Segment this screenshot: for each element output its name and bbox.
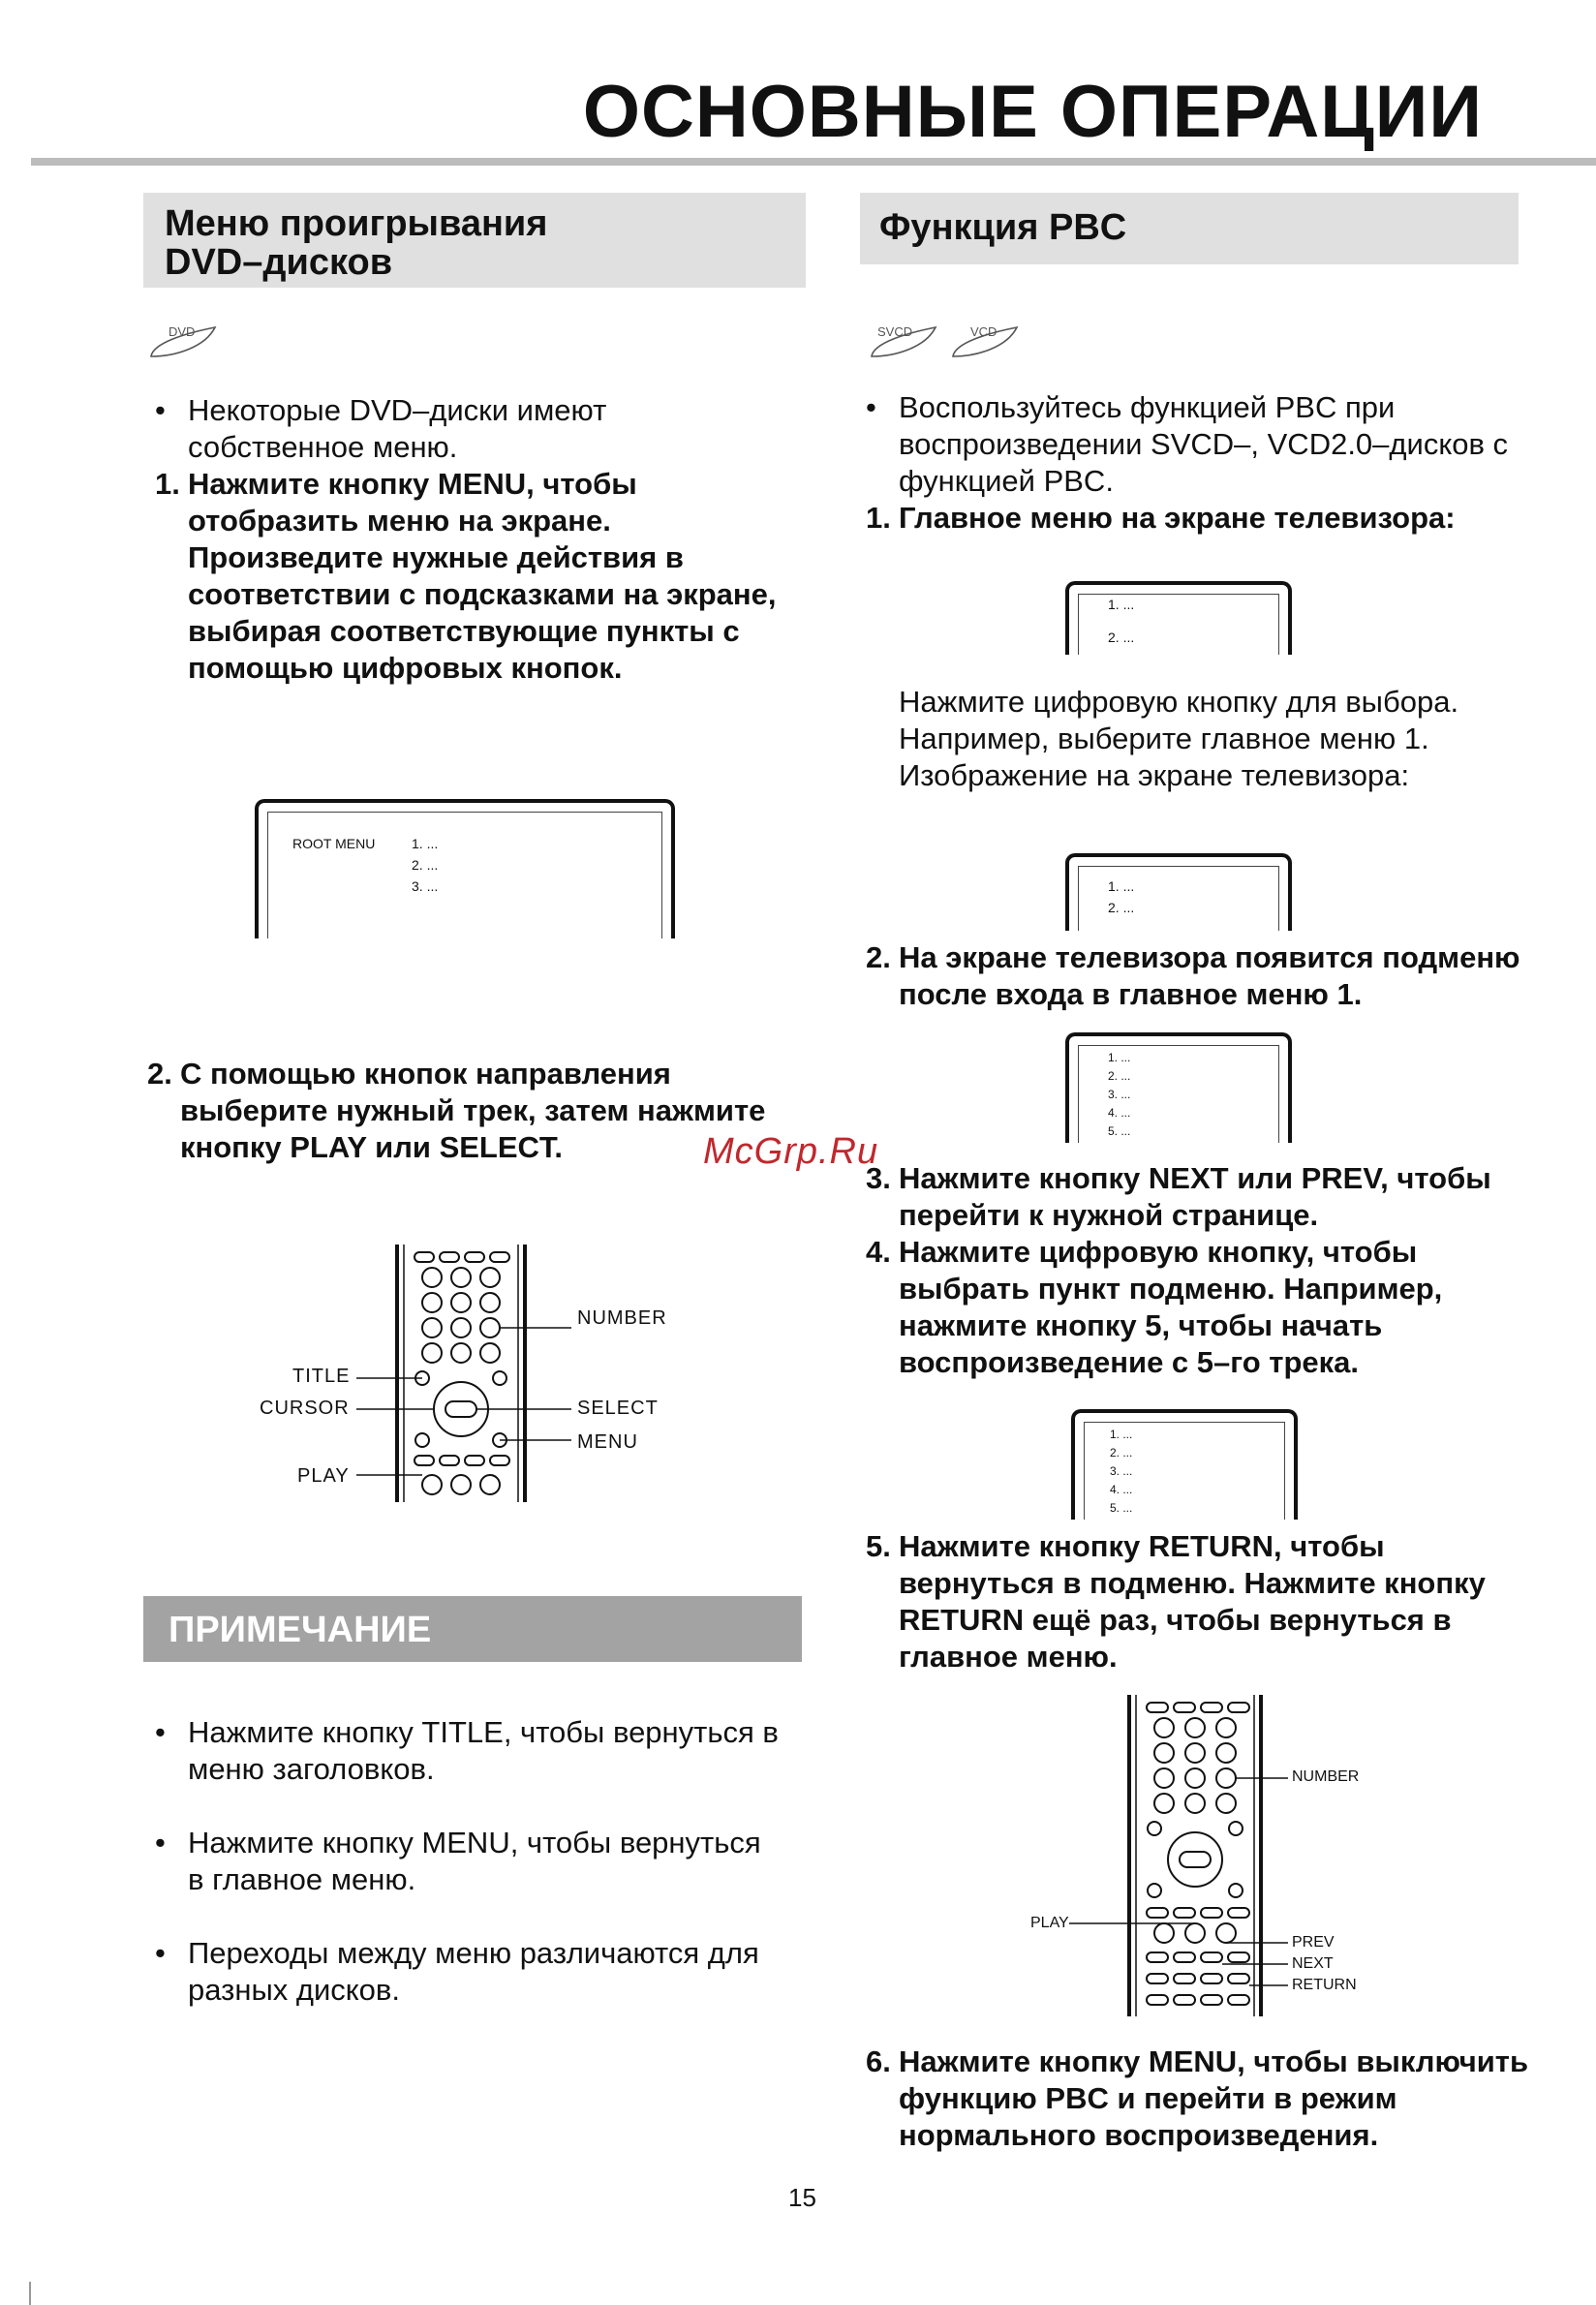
pbc-paragraph: Нажмите цифровую кнопку для выбора. Например, выберите главное меню 1. Изображение на экране телевизора:	[899, 685, 1459, 792]
dvd-badge-text: DVD	[169, 324, 196, 339]
screen-item: 5. ...	[1108, 1124, 1131, 1138]
screen-item: 2. ...	[412, 857, 439, 873]
pbc-section-title: Функция PBC	[879, 207, 1127, 248]
pbc-screen-2	[1065, 853, 1292, 931]
note-item: Нажмите кнопку MENU, чтобы вернуться в главное меню.	[188, 1826, 761, 1896]
pbc-screen-1	[1065, 581, 1292, 655]
dvd-disc-icon	[147, 322, 217, 360]
page-title: ОСНОВНЫЕ ОПЕРАЦИИ	[582, 71, 1483, 153]
header-rule	[31, 158, 1596, 166]
pbc-step-6: Нажмите кнопку MENU, чтобы выключить функцию PBC и перейти в режим нормального воспроизведения.	[899, 2044, 1529, 2152]
bullet: •	[155, 1826, 166, 1859]
screen-item: 1. ...	[1108, 878, 1135, 894]
remote-label-prev: PREV	[1292, 1934, 1335, 1951]
pbc-step-2: На экране телевизора появится подменю после входа в главное меню 1.	[899, 940, 1520, 1011]
watermark: McGrp.Ru	[703, 1131, 879, 1172]
bullet: •	[155, 1936, 166, 1970]
screen-item: 3. ...	[1110, 1464, 1133, 1478]
section-title-line-1: Меню проигрывания	[165, 203, 548, 244]
screen-item: 4. ...	[1108, 1106, 1131, 1120]
screen-item: 1. ...	[1110, 1428, 1133, 1441]
remote-label-cursor: CURSOR	[260, 1398, 350, 1419]
bullet: •	[155, 1715, 166, 1749]
vcd-badge-text: VCD	[970, 324, 998, 339]
step-number: 4.	[866, 1235, 891, 1269]
remote-label-play: PLAY	[297, 1465, 350, 1487]
dvd-step-2: С помощью кнопок направления выберите нужный трек, затем нажмите кнопку PLAY или SELECT.	[180, 1057, 766, 1164]
remote-label-next: NEXT	[1292, 1955, 1334, 1972]
bullet: •	[866, 390, 876, 424]
note-item: Переходы между меню различаются для разных дисков.	[188, 1936, 759, 2007]
pbc-step-1: Главное меню на экране телевизора:	[899, 501, 1456, 535]
screen-item: 2. ...	[1108, 630, 1135, 645]
step-number: 5.	[866, 1529, 891, 1563]
screen-item: 2. ...	[1108, 900, 1135, 915]
notes-list	[155, 1714, 784, 2009]
step-number: 1.	[155, 467, 180, 501]
screen-item: 1. ...	[1108, 1051, 1131, 1064]
section-title-line-2: DVD–дисков	[165, 242, 393, 283]
screen-item: 3. ...	[1108, 1088, 1131, 1101]
pbc-step-2-block	[866, 939, 1524, 1013]
remote-label-return: RETURN	[1292, 1977, 1357, 1993]
pbc-intro-text: Воспользуйтесь функцией PBC при воспроизведении SVCD–, VCD2.0–дисков с функцией PBC.	[899, 390, 1509, 498]
screen-item: 4. ...	[1110, 1483, 1133, 1496]
remote-label-play: PLAY	[1030, 1915, 1069, 1931]
screen-item: 2. ...	[1110, 1446, 1133, 1460]
pbc-intro	[866, 389, 1524, 537]
pbc-step-3: Нажмите кнопку NEXT или PREV, чтобы перейти к нужной странице.	[899, 1161, 1491, 1232]
page-number: 15	[788, 2183, 816, 2212]
pbc-screen-4	[1071, 1409, 1298, 1520]
screen-item: 3. ...	[412, 878, 439, 894]
svcd-disc-icon	[868, 322, 937, 360]
vcd-disc-icon	[949, 322, 1019, 360]
step-number: 1.	[866, 501, 891, 535]
dvd-step-1: Нажмите кнопку MENU, чтобы отобразить меню на экране. Произведите нужные действия в соответствии с подсказками на экране, выбирая соответствующие пункты с помощью цифровых кнопок.	[188, 467, 777, 685]
pbc-step-5-block	[866, 1528, 1534, 1675]
pbc-step-6-block	[866, 2044, 1534, 2154]
remote-label-number: NUMBER	[1292, 1768, 1360, 1785]
pbc-step-5: Нажмите кнопку RETURN, чтобы вернуться в подменю. Нажмите кнопку RETURN ещё раз, чтобы вернуться в главное меню.	[899, 1529, 1486, 1674]
step-number: 3.	[866, 1161, 891, 1195]
remote-label-menu: MENU	[577, 1431, 638, 1453]
bullet: •	[155, 393, 166, 427]
screen-item: 1. ...	[1108, 597, 1135, 612]
step-number: 2.	[866, 940, 891, 974]
step-number: 6.	[866, 2044, 891, 2078]
pbc-screen-3	[1065, 1032, 1292, 1143]
remote-control-diagram-pbc	[1027, 1693, 1395, 2018]
pbc-steps-3-4	[866, 1160, 1524, 1381]
svcd-badge-text: SVCD	[877, 324, 913, 339]
note-title: ПРИМЕЧАНИЕ	[169, 1610, 432, 1650]
root-menu-screen	[255, 799, 675, 938]
dvd-menu-section-header	[143, 193, 806, 288]
screen-item: 1. ...	[412, 836, 439, 851]
pbc-section-header	[860, 193, 1519, 264]
dvd-step-2-block	[147, 1056, 786, 1166]
step-number: 2.	[147, 1057, 172, 1091]
note-item: Нажмите кнопку TITLE, чтобы вернуться в меню заголовков.	[188, 1715, 779, 1786]
screen-item: 2. ...	[1108, 1069, 1131, 1083]
screen-item: 5. ...	[1110, 1501, 1133, 1515]
pbc-step-4: Нажмите цифровую кнопку, чтобы выбрать пункт подменю. Например, нажмите кнопку 5, чтобы начать воспроизведение с 5–го трека.	[899, 1235, 1443, 1379]
note-header	[143, 1596, 802, 1662]
remote-label-number: NUMBER	[577, 1307, 667, 1329]
dvd-intro	[155, 392, 784, 687]
dvd-intro-text: Некоторые DVD–диски имеют собственное меню.	[188, 393, 607, 464]
crop-mark	[29, 2282, 31, 2305]
remote-label-title: TITLE	[292, 1366, 351, 1387]
root-menu-label: ROOT MENU	[292, 836, 376, 851]
remote-label-select: SELECT	[577, 1398, 659, 1419]
